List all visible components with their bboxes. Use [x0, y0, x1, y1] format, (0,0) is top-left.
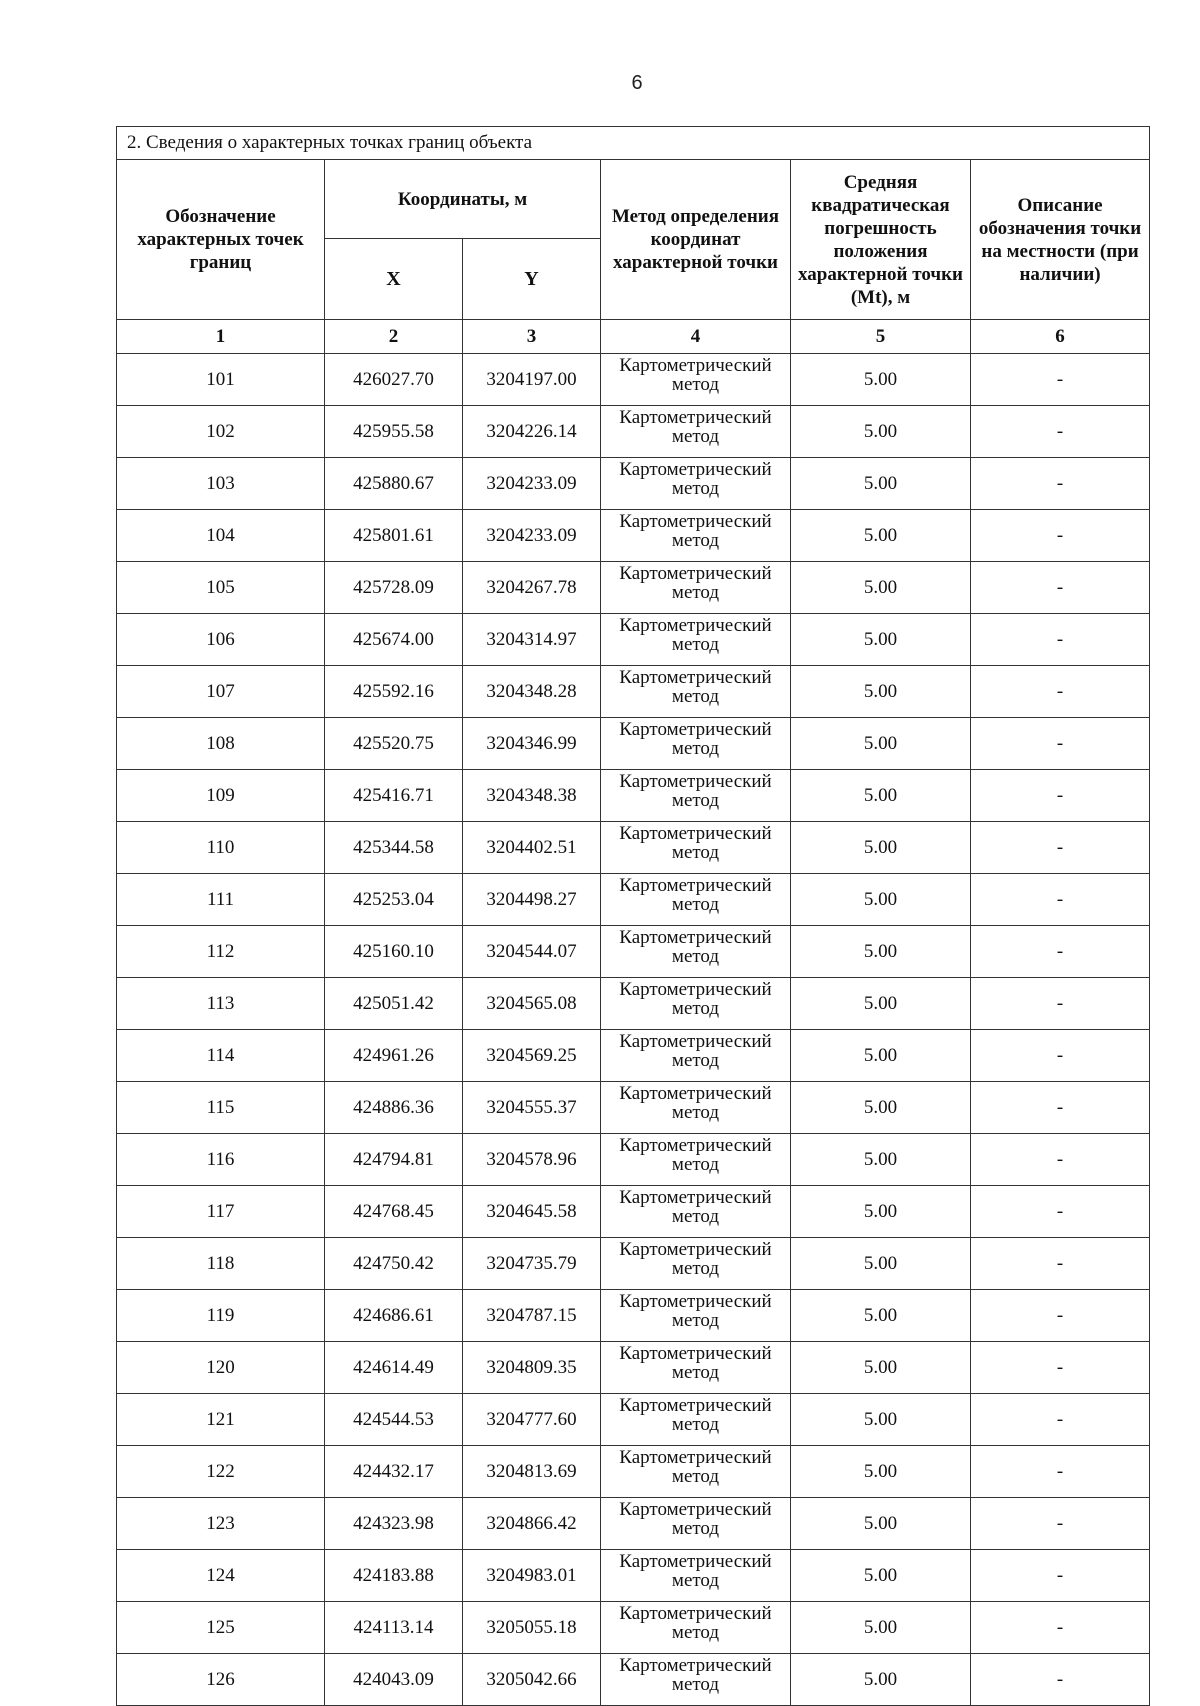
description-cell: - — [971, 1550, 1150, 1602]
method-line-1: Картометрический — [619, 407, 772, 428]
mean-error-cell: 5.00 — [791, 1498, 971, 1550]
mean-error-cell: 5.00 — [791, 458, 971, 510]
method-line-2: метод — [671, 998, 720, 1019]
y-coordinate-cell: 3204226.14 — [463, 406, 601, 458]
method-line-1: Картометрический — [619, 875, 772, 896]
x-coordinate-cell: 424768.45 — [325, 1186, 463, 1238]
table-row — [117, 458, 1150, 510]
point-cell: 102 — [117, 406, 325, 458]
y-coordinate-cell: 3204983.01 — [463, 1550, 601, 1602]
header-y: Y — [463, 239, 601, 320]
y-coordinate-cell: 3205042.66 — [463, 1654, 601, 1706]
point-cell: 108 — [117, 718, 325, 770]
y-coordinate-cell: 3204735.79 — [463, 1238, 601, 1290]
point-cell: 119 — [117, 1290, 325, 1342]
y-coordinate-cell: 3204555.37 — [463, 1082, 601, 1134]
y-coordinate-cell: 3205055.18 — [463, 1602, 601, 1654]
table-row — [117, 354, 1150, 406]
table-row — [117, 1654, 1150, 1706]
method-cell — [601, 510, 791, 562]
mean-error-cell: 5.00 — [791, 666, 971, 718]
x-coordinate-cell: 424043.09 — [325, 1654, 463, 1706]
y-coordinate-cell: 3204498.27 — [463, 874, 601, 926]
description-cell: - — [971, 1498, 1150, 1550]
method-line-1: Картометрический — [619, 1135, 772, 1156]
column-number: 5 — [791, 320, 971, 354]
table-row — [117, 1290, 1150, 1342]
table-row — [117, 718, 1150, 770]
description-cell: - — [971, 666, 1150, 718]
mean-error-cell: 5.00 — [791, 510, 971, 562]
mean-error-cell: 5.00 — [791, 718, 971, 770]
method-cell — [601, 666, 791, 718]
method-cell — [601, 874, 791, 926]
x-coordinate-cell: 424432.17 — [325, 1446, 463, 1498]
column-number: 3 — [463, 320, 601, 354]
method-cell — [601, 406, 791, 458]
table-row — [117, 1030, 1150, 1082]
method-line-2: метод — [671, 1622, 720, 1643]
boundary-points-table — [116, 126, 1150, 1706]
description-cell: - — [971, 1446, 1150, 1498]
method-line-2: метод — [671, 374, 720, 395]
x-coordinate-cell: 425955.58 — [325, 406, 463, 458]
mean-error-cell: 5.00 — [791, 770, 971, 822]
point-cell: 120 — [117, 1342, 325, 1394]
description-cell: - — [971, 1082, 1150, 1134]
column-number: 2 — [325, 320, 463, 354]
y-coordinate-cell: 3204578.96 — [463, 1134, 601, 1186]
method-line-1: Картометрический — [619, 1343, 772, 1364]
description-cell: - — [971, 822, 1150, 874]
column-number-row — [117, 320, 1150, 354]
column-number: 4 — [601, 320, 791, 354]
y-coordinate-cell: 3204569.25 — [463, 1030, 601, 1082]
method-line-1: Картометрический — [619, 459, 772, 480]
point-cell: 125 — [117, 1602, 325, 1654]
column-number: 6 — [971, 320, 1150, 354]
point-cell: 126 — [117, 1654, 325, 1706]
description-cell: - — [971, 1030, 1150, 1082]
table-row — [117, 1238, 1150, 1290]
method-cell — [601, 562, 791, 614]
method-cell — [601, 1134, 791, 1186]
method-cell — [601, 718, 791, 770]
point-cell: 109 — [117, 770, 325, 822]
x-coordinate-cell: 424544.53 — [325, 1394, 463, 1446]
method-line-1: Картометрический — [619, 1551, 772, 1572]
x-coordinate-cell: 425880.67 — [325, 458, 463, 510]
x-coordinate-cell: 424750.42 — [325, 1238, 463, 1290]
mean-error-cell: 5.00 — [791, 562, 971, 614]
mean-error-cell: 5.00 — [791, 1290, 971, 1342]
description-cell: - — [971, 614, 1150, 666]
table-row — [117, 1134, 1150, 1186]
mean-error-cell: 5.00 — [791, 978, 971, 1030]
header-method: Метод определения координат характерной точки — [601, 160, 791, 320]
point-cell: 121 — [117, 1394, 325, 1446]
method-cell — [601, 1654, 791, 1706]
table-row — [117, 1602, 1150, 1654]
method-line-2: метод — [671, 894, 720, 915]
mean-error-cell: 5.00 — [791, 1602, 971, 1654]
method-line-1: Картометрический — [619, 1655, 772, 1676]
x-coordinate-cell: 425801.61 — [325, 510, 463, 562]
table-row — [117, 978, 1150, 1030]
description-cell: - — [971, 874, 1150, 926]
method-cell — [601, 978, 791, 1030]
method-line-2: метод — [671, 530, 720, 551]
method-line-1: Картометрический — [619, 1395, 772, 1416]
mean-error-cell: 5.00 — [791, 406, 971, 458]
method-line-2: метод — [671, 634, 720, 655]
method-line-2: метод — [671, 686, 720, 707]
point-cell: 117 — [117, 1186, 325, 1238]
method-line-1: Картометрический — [619, 563, 772, 584]
method-line-2: метод — [671, 1674, 720, 1695]
x-coordinate-cell: 424794.81 — [325, 1134, 463, 1186]
description-cell: - — [971, 1134, 1150, 1186]
y-coordinate-cell: 3204565.08 — [463, 978, 601, 1030]
point-cell: 122 — [117, 1446, 325, 1498]
mean-error-cell: 5.00 — [791, 1082, 971, 1134]
y-coordinate-cell: 3204544.07 — [463, 926, 601, 978]
description-cell: - — [971, 1186, 1150, 1238]
page-number: 6 — [631, 72, 643, 94]
method-line-2: метод — [671, 582, 720, 603]
method-line-1: Картометрический — [619, 355, 772, 376]
mean-error-cell: 5.00 — [791, 1134, 971, 1186]
method-line-2: метод — [671, 1570, 720, 1591]
method-line-1: Картометрический — [619, 1031, 772, 1052]
header-coordinates: Координаты, м — [325, 160, 601, 239]
method-line-1: Картометрический — [619, 1603, 772, 1624]
method-line-1: Картометрический — [619, 771, 772, 792]
method-cell — [601, 1082, 791, 1134]
x-coordinate-cell: 424323.98 — [325, 1498, 463, 1550]
method-cell — [601, 458, 791, 510]
y-coordinate-cell: 3204233.09 — [463, 510, 601, 562]
method-cell — [601, 822, 791, 874]
method-cell — [601, 1446, 791, 1498]
table-row — [117, 1082, 1150, 1134]
method-line-1: Картометрический — [619, 1083, 772, 1104]
mean-error-cell: 5.00 — [791, 822, 971, 874]
x-coordinate-cell: 424183.88 — [325, 1550, 463, 1602]
x-coordinate-cell: 424686.61 — [325, 1290, 463, 1342]
y-coordinate-cell: 3204346.99 — [463, 718, 601, 770]
y-coordinate-cell: 3204267.78 — [463, 562, 601, 614]
description-cell: - — [971, 1602, 1150, 1654]
point-cell: 112 — [117, 926, 325, 978]
table-row — [117, 1186, 1150, 1238]
method-line-1: Картометрический — [619, 1499, 772, 1520]
y-coordinate-cell: 3204233.09 — [463, 458, 601, 510]
x-coordinate-cell: 425520.75 — [325, 718, 463, 770]
method-line-2: метод — [671, 426, 720, 447]
point-cell: 124 — [117, 1550, 325, 1602]
point-cell: 116 — [117, 1134, 325, 1186]
method-line-2: метод — [671, 478, 720, 499]
description-cell: - — [971, 354, 1150, 406]
method-cell — [601, 1186, 791, 1238]
table-row — [117, 1498, 1150, 1550]
method-line-1: Картометрический — [619, 1187, 772, 1208]
y-coordinate-cell: 3204645.58 — [463, 1186, 601, 1238]
table-row — [117, 1342, 1150, 1394]
header-point-designation: Обозначение характерных точек границ — [117, 160, 325, 320]
method-line-2: метод — [671, 1050, 720, 1071]
table-row — [117, 1394, 1150, 1446]
description-cell: - — [971, 1342, 1150, 1394]
method-cell — [601, 1342, 791, 1394]
point-cell: 113 — [117, 978, 325, 1030]
x-coordinate-cell: 425416.71 — [325, 770, 463, 822]
point-cell: 104 — [117, 510, 325, 562]
y-coordinate-cell: 3204197.00 — [463, 354, 601, 406]
header-row-top — [117, 160, 1150, 239]
point-cell: 110 — [117, 822, 325, 874]
method-line-1: Картометрический — [619, 1239, 772, 1260]
y-coordinate-cell: 3204348.38 — [463, 770, 601, 822]
method-cell — [601, 770, 791, 822]
description-cell: - — [971, 1394, 1150, 1446]
method-cell — [601, 1498, 791, 1550]
method-cell — [601, 926, 791, 978]
x-coordinate-cell: 424614.49 — [325, 1342, 463, 1394]
header-description: Описание обозначения точки на местности (при наличии) — [971, 160, 1150, 320]
description-cell: - — [971, 770, 1150, 822]
method-line-1: Картометрический — [619, 511, 772, 532]
method-line-2: метод — [671, 790, 720, 811]
header-mean-error: Средняя квадратическая погрешность положения характерной точки (Mt), м — [791, 160, 971, 320]
method-line-1: Картометрический — [619, 1447, 772, 1468]
mean-error-cell: 5.00 — [791, 1394, 971, 1446]
description-cell: - — [971, 1238, 1150, 1290]
point-cell: 107 — [117, 666, 325, 718]
mean-error-cell: 5.00 — [791, 874, 971, 926]
header-x: X — [325, 239, 463, 320]
description-cell: - — [971, 510, 1150, 562]
table-row — [117, 770, 1150, 822]
description-cell: - — [971, 926, 1150, 978]
x-coordinate-cell: 425253.04 — [325, 874, 463, 926]
description-cell: - — [971, 718, 1150, 770]
method-line-2: метод — [671, 1414, 720, 1435]
point-cell: 115 — [117, 1082, 325, 1134]
method-line-2: метод — [671, 1362, 720, 1383]
method-cell — [601, 1602, 791, 1654]
method-line-2: метод — [671, 1466, 720, 1487]
point-cell: 118 — [117, 1238, 325, 1290]
mean-error-cell: 5.00 — [791, 1342, 971, 1394]
y-coordinate-cell: 3204314.97 — [463, 614, 601, 666]
method-line-2: метод — [671, 1518, 720, 1539]
method-line-2: метод — [671, 738, 720, 759]
x-coordinate-cell: 424113.14 — [325, 1602, 463, 1654]
mean-error-cell: 5.00 — [791, 1654, 971, 1706]
y-coordinate-cell: 3204813.69 — [463, 1446, 601, 1498]
x-coordinate-cell: 425728.09 — [325, 562, 463, 614]
table-row — [117, 510, 1150, 562]
y-coordinate-cell: 3204402.51 — [463, 822, 601, 874]
method-cell — [601, 1550, 791, 1602]
y-coordinate-cell: 3204866.42 — [463, 1498, 601, 1550]
description-cell: - — [971, 406, 1150, 458]
description-cell: - — [971, 978, 1150, 1030]
method-line-2: метод — [671, 946, 720, 967]
method-cell — [601, 1030, 791, 1082]
point-cell: 105 — [117, 562, 325, 614]
table-row — [117, 1446, 1150, 1498]
mean-error-cell: 5.00 — [791, 1238, 971, 1290]
method-line-1: Картометрический — [619, 615, 772, 636]
method-line-2: метод — [671, 1206, 720, 1227]
x-coordinate-cell: 425160.10 — [325, 926, 463, 978]
point-cell: 101 — [117, 354, 325, 406]
table-row — [117, 406, 1150, 458]
method-line-1: Картометрический — [619, 667, 772, 688]
method-line-1: Картометрический — [619, 719, 772, 740]
table-row — [117, 822, 1150, 874]
x-coordinate-cell: 424961.26 — [325, 1030, 463, 1082]
x-coordinate-cell: 425592.16 — [325, 666, 463, 718]
y-coordinate-cell: 3204348.28 — [463, 666, 601, 718]
point-cell: 103 — [117, 458, 325, 510]
section-title-row — [117, 127, 1150, 160]
point-cell: 123 — [117, 1498, 325, 1550]
x-coordinate-cell: 424886.36 — [325, 1082, 463, 1134]
method-line-2: метод — [671, 1258, 720, 1279]
method-cell — [601, 614, 791, 666]
table-body — [117, 354, 1150, 1706]
method-cell — [601, 354, 791, 406]
table-row — [117, 562, 1150, 614]
mean-error-cell: 5.00 — [791, 1030, 971, 1082]
description-cell: - — [971, 562, 1150, 614]
x-coordinate-cell: 426027.70 — [325, 354, 463, 406]
description-cell: - — [971, 458, 1150, 510]
point-cell: 111 — [117, 874, 325, 926]
x-coordinate-cell: 425344.58 — [325, 822, 463, 874]
mean-error-cell: 5.00 — [791, 354, 971, 406]
point-cell: 114 — [117, 1030, 325, 1082]
column-number: 1 — [117, 320, 325, 354]
description-cell: - — [971, 1290, 1150, 1342]
method-line-2: метод — [671, 842, 720, 863]
section-title: 2. Сведения о характерных точках границ объекта — [117, 127, 1150, 160]
y-coordinate-cell: 3204787.15 — [463, 1290, 601, 1342]
x-coordinate-cell: 425674.00 — [325, 614, 463, 666]
mean-error-cell: 5.00 — [791, 926, 971, 978]
y-coordinate-cell: 3204777.60 — [463, 1394, 601, 1446]
method-line-1: Картометрический — [619, 1291, 772, 1312]
method-cell — [601, 1394, 791, 1446]
y-coordinate-cell: 3204809.35 — [463, 1342, 601, 1394]
point-cell: 106 — [117, 614, 325, 666]
mean-error-cell: 5.00 — [791, 1550, 971, 1602]
method-line-2: метод — [671, 1102, 720, 1123]
table-row — [117, 614, 1150, 666]
table-row — [117, 1550, 1150, 1602]
mean-error-cell: 5.00 — [791, 1186, 971, 1238]
mean-error-cell: 5.00 — [791, 614, 971, 666]
method-cell — [601, 1290, 791, 1342]
method-line-1: Картометрический — [619, 979, 772, 1000]
table-row — [117, 926, 1150, 978]
description-cell: - — [971, 1654, 1150, 1706]
x-coordinate-cell: 425051.42 — [325, 978, 463, 1030]
method-line-2: метод — [671, 1310, 720, 1331]
method-line-1: Картометрический — [619, 823, 772, 844]
method-cell — [601, 1238, 791, 1290]
table-row — [117, 666, 1150, 718]
method-line-2: метод — [671, 1154, 720, 1175]
table-row — [117, 874, 1150, 926]
mean-error-cell: 5.00 — [791, 1446, 971, 1498]
method-line-1: Картометрический — [619, 927, 772, 948]
